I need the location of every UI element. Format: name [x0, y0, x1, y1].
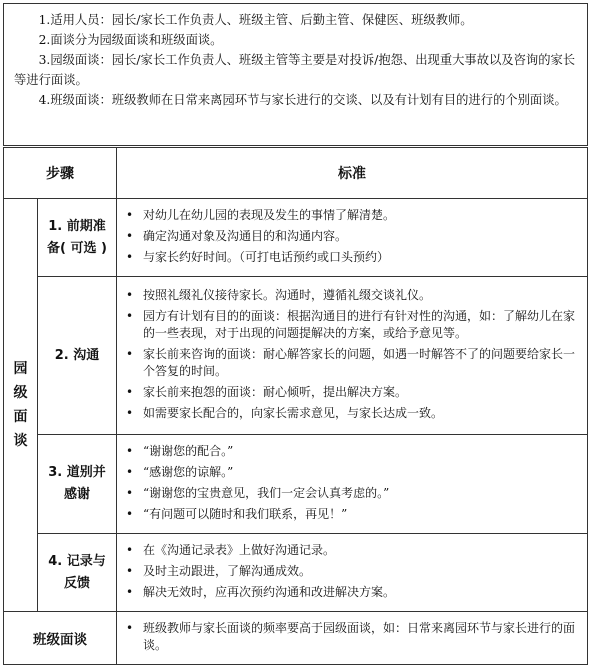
header-step: 步骤 [4, 148, 117, 199]
step-label: 1. 前期准备( 可选 ) [38, 199, 117, 277]
list-item: • 解决无效时，应再次预约沟通和改进解决方案。 [143, 584, 579, 601]
list-item: • 按照礼缀礼仪接待家长。沟通时，遵循礼缀交谈礼仪。 [143, 287, 579, 304]
list-item: • 对幼儿在幼儿园的表现及发生的事情了解清楚。 [143, 207, 579, 224]
list-item: • “谢谢您的配合。” [143, 443, 579, 460]
category-char: 园 [13, 361, 28, 377]
intro-box [3, 3, 588, 146]
category-char: 面 [13, 409, 28, 425]
category-cell [4, 199, 38, 612]
list-item: • 与家长约好时间。（可打电话预约或口头预约） [143, 249, 579, 266]
list-item: • “有问题可以随时和我们联系，再见！” [143, 506, 579, 523]
step-label: 2. 沟通 [38, 277, 117, 435]
standard-cell [117, 534, 588, 612]
class-interview-label: 班级面谈 [4, 612, 117, 665]
list-item: • 在《沟通记录表》上做好沟通记录。 [143, 542, 579, 559]
intro-line-3: 3.园级面谈：园长/家长工作负责人、班级主管等主要是对投诉/抱怨、出现重大事故以及咨询的家长等进行面谈。 [14, 53, 576, 87]
standard-cell [117, 199, 588, 277]
category-char: 级 [13, 385, 28, 401]
table-row [4, 435, 588, 534]
standard-cell [117, 277, 588, 435]
table-row [4, 277, 588, 435]
step-label: 4. 记录与反馈 [38, 534, 117, 612]
table-row [4, 199, 588, 277]
list-item: • 如需要家长配合的，向家长需求意见，与家长达成一致。 [143, 405, 579, 422]
list-item: • 及时主动跟进，了解沟通成效。 [143, 563, 579, 580]
class-interview-row [4, 612, 588, 665]
procedure-table [3, 147, 588, 665]
list-item: • 家长前来抱怨的面谈：耐心倾听，提出解决方案。 [143, 384, 579, 401]
table-row [4, 534, 588, 612]
list-item: • 家长前来咨询的面谈：耐心解答家长的问题，如遇一时解答不了的问题要给家长一个答复的时间。 [143, 346, 579, 380]
intro-line-2: 2.面谈分为园级面谈和班级面谈。 [38, 33, 223, 47]
list-item: • “谢谢您的宝贵意见，我们一定会认真考虑的。” [143, 485, 579, 502]
list-item: • 班级教师与家长面谈的频率要高于园级面谈，如：日常来离园环节与家长进行的面谈。 [143, 620, 579, 654]
list-item: • 园方有计划有目的的面谈：根据沟通目的进行有针对性的沟通，如：了解幼儿在家的一些表现，对于出现的问题提解决的方案，或给予意见等。 [143, 308, 579, 342]
standard-cell [117, 435, 588, 534]
step-label: 3. 道别并感谢 [38, 435, 117, 534]
list-item: • “感谢您的谅解。” [143, 464, 579, 481]
standard-cell [117, 612, 588, 665]
list-item: • 确定沟通对象及沟通目的和沟通内容。 [143, 228, 579, 245]
header-standard: 标准 [117, 148, 588, 199]
intro-line-1: 1.适用人员：园长/家长工作负责人、班级主管、后勤主管、保健医、班级教师。 [38, 13, 473, 27]
category-char: 谈 [13, 433, 28, 449]
table-header-row [4, 148, 588, 199]
intro-line-4: 4.班级面谈：班级教师在日常来离园环节与家长进行的交谈、以及有计划有目的进行的个别面谈。 [38, 93, 567, 107]
